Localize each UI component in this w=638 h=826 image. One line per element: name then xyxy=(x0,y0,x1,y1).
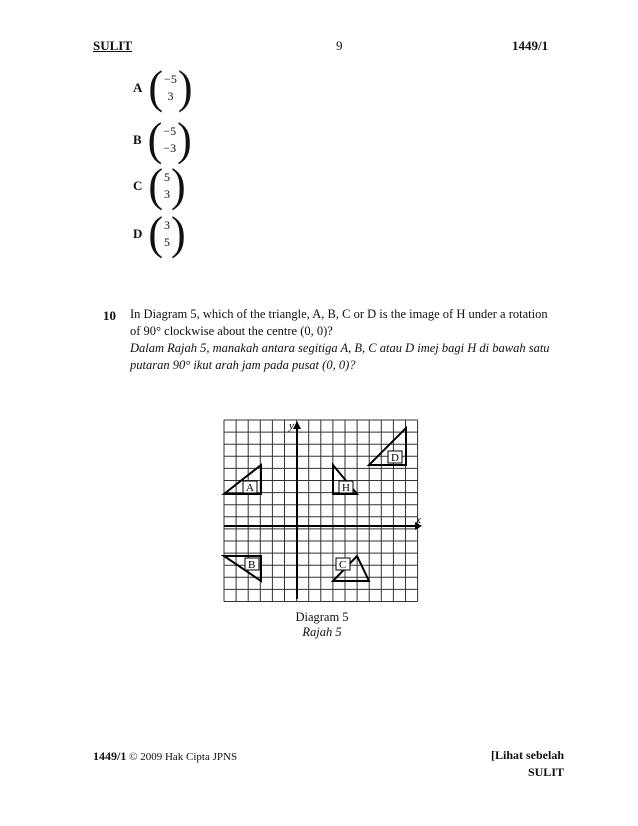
option-d-vector xyxy=(163,217,171,251)
header-sulit: SULIT xyxy=(93,38,133,53)
option-d-bottom: 5 xyxy=(164,235,171,249)
option-b-vector xyxy=(162,123,177,157)
option-d xyxy=(133,207,186,260)
label-b: B xyxy=(248,559,256,571)
label-c-box xyxy=(336,558,350,571)
grid xyxy=(224,420,418,602)
question-ms-line2: putaran 90° ikut arah jam pada pusat (0, 0)? xyxy=(130,358,356,372)
left-paren: ( xyxy=(148,207,164,260)
option-a-vector xyxy=(163,71,178,105)
diagram-caption-en: Diagram 5 xyxy=(295,610,349,624)
option-b-top: −5 xyxy=(163,124,177,138)
option-c-top: 5 xyxy=(164,170,171,184)
label-d: D xyxy=(391,452,399,464)
left-paren: ( xyxy=(148,159,164,212)
option-b-letter: B xyxy=(133,132,142,147)
label-d-box xyxy=(388,451,402,464)
right-paren: ) xyxy=(171,207,186,260)
paper-code: 1449/1 xyxy=(512,38,549,53)
question-number: 10 xyxy=(103,308,116,323)
right-paren: ) xyxy=(177,61,193,114)
question-en-line1: In Diagram 5, which of the triangle, A, B, C or D is the image of H under a rotation xyxy=(130,307,548,321)
question-ms-line1: Dalam Rajah 5, manakah antara segitiga A, B, C atau D imej bagi H di bawah satu xyxy=(130,341,550,355)
footer-next-page: [Lihat sebelah xyxy=(490,748,564,762)
option-a-letter: A xyxy=(133,80,143,95)
footer-left xyxy=(93,749,237,764)
question-text xyxy=(130,306,570,374)
label-a: A xyxy=(246,482,254,494)
option-b xyxy=(133,113,192,166)
option-a-bottom: 3 xyxy=(167,89,174,103)
footer-code: 1449/1 xyxy=(93,749,127,763)
left-paren: ( xyxy=(147,113,163,166)
option-d-top: 3 xyxy=(164,218,171,232)
label-a-box xyxy=(243,481,257,494)
footer-right xyxy=(484,747,564,781)
y-axis-label: y xyxy=(289,420,294,432)
page-number: 9 xyxy=(336,38,343,53)
option-a-top: −5 xyxy=(164,72,177,86)
option-c xyxy=(133,159,186,212)
left-paren: ( xyxy=(148,61,164,114)
right-paren: ) xyxy=(171,159,186,212)
option-c-vector xyxy=(163,169,171,203)
option-d-letter: D xyxy=(133,226,143,241)
x-axis-label: x xyxy=(416,514,421,526)
label-b-box xyxy=(245,558,259,571)
label-c: C xyxy=(339,559,347,571)
option-b-bottom: −3 xyxy=(163,141,177,155)
footer-sulit: SULIT xyxy=(527,765,564,779)
y-axis-arrow xyxy=(293,421,301,429)
label-h-box xyxy=(339,481,353,494)
right-paren: ) xyxy=(177,113,192,166)
option-c-letter: C xyxy=(133,178,143,193)
option-a xyxy=(133,61,193,114)
diagram-5 xyxy=(212,415,434,605)
option-c-bottom: 3 xyxy=(164,187,171,201)
diagram-caption-ms: Rajah 5 xyxy=(302,625,342,639)
footer-copyright: © 2009 Hak Cipta JPNS xyxy=(129,751,238,763)
question-en-line2: of 90° clockwise about the centre (0, 0)? xyxy=(130,324,333,338)
label-h: H xyxy=(342,482,350,494)
